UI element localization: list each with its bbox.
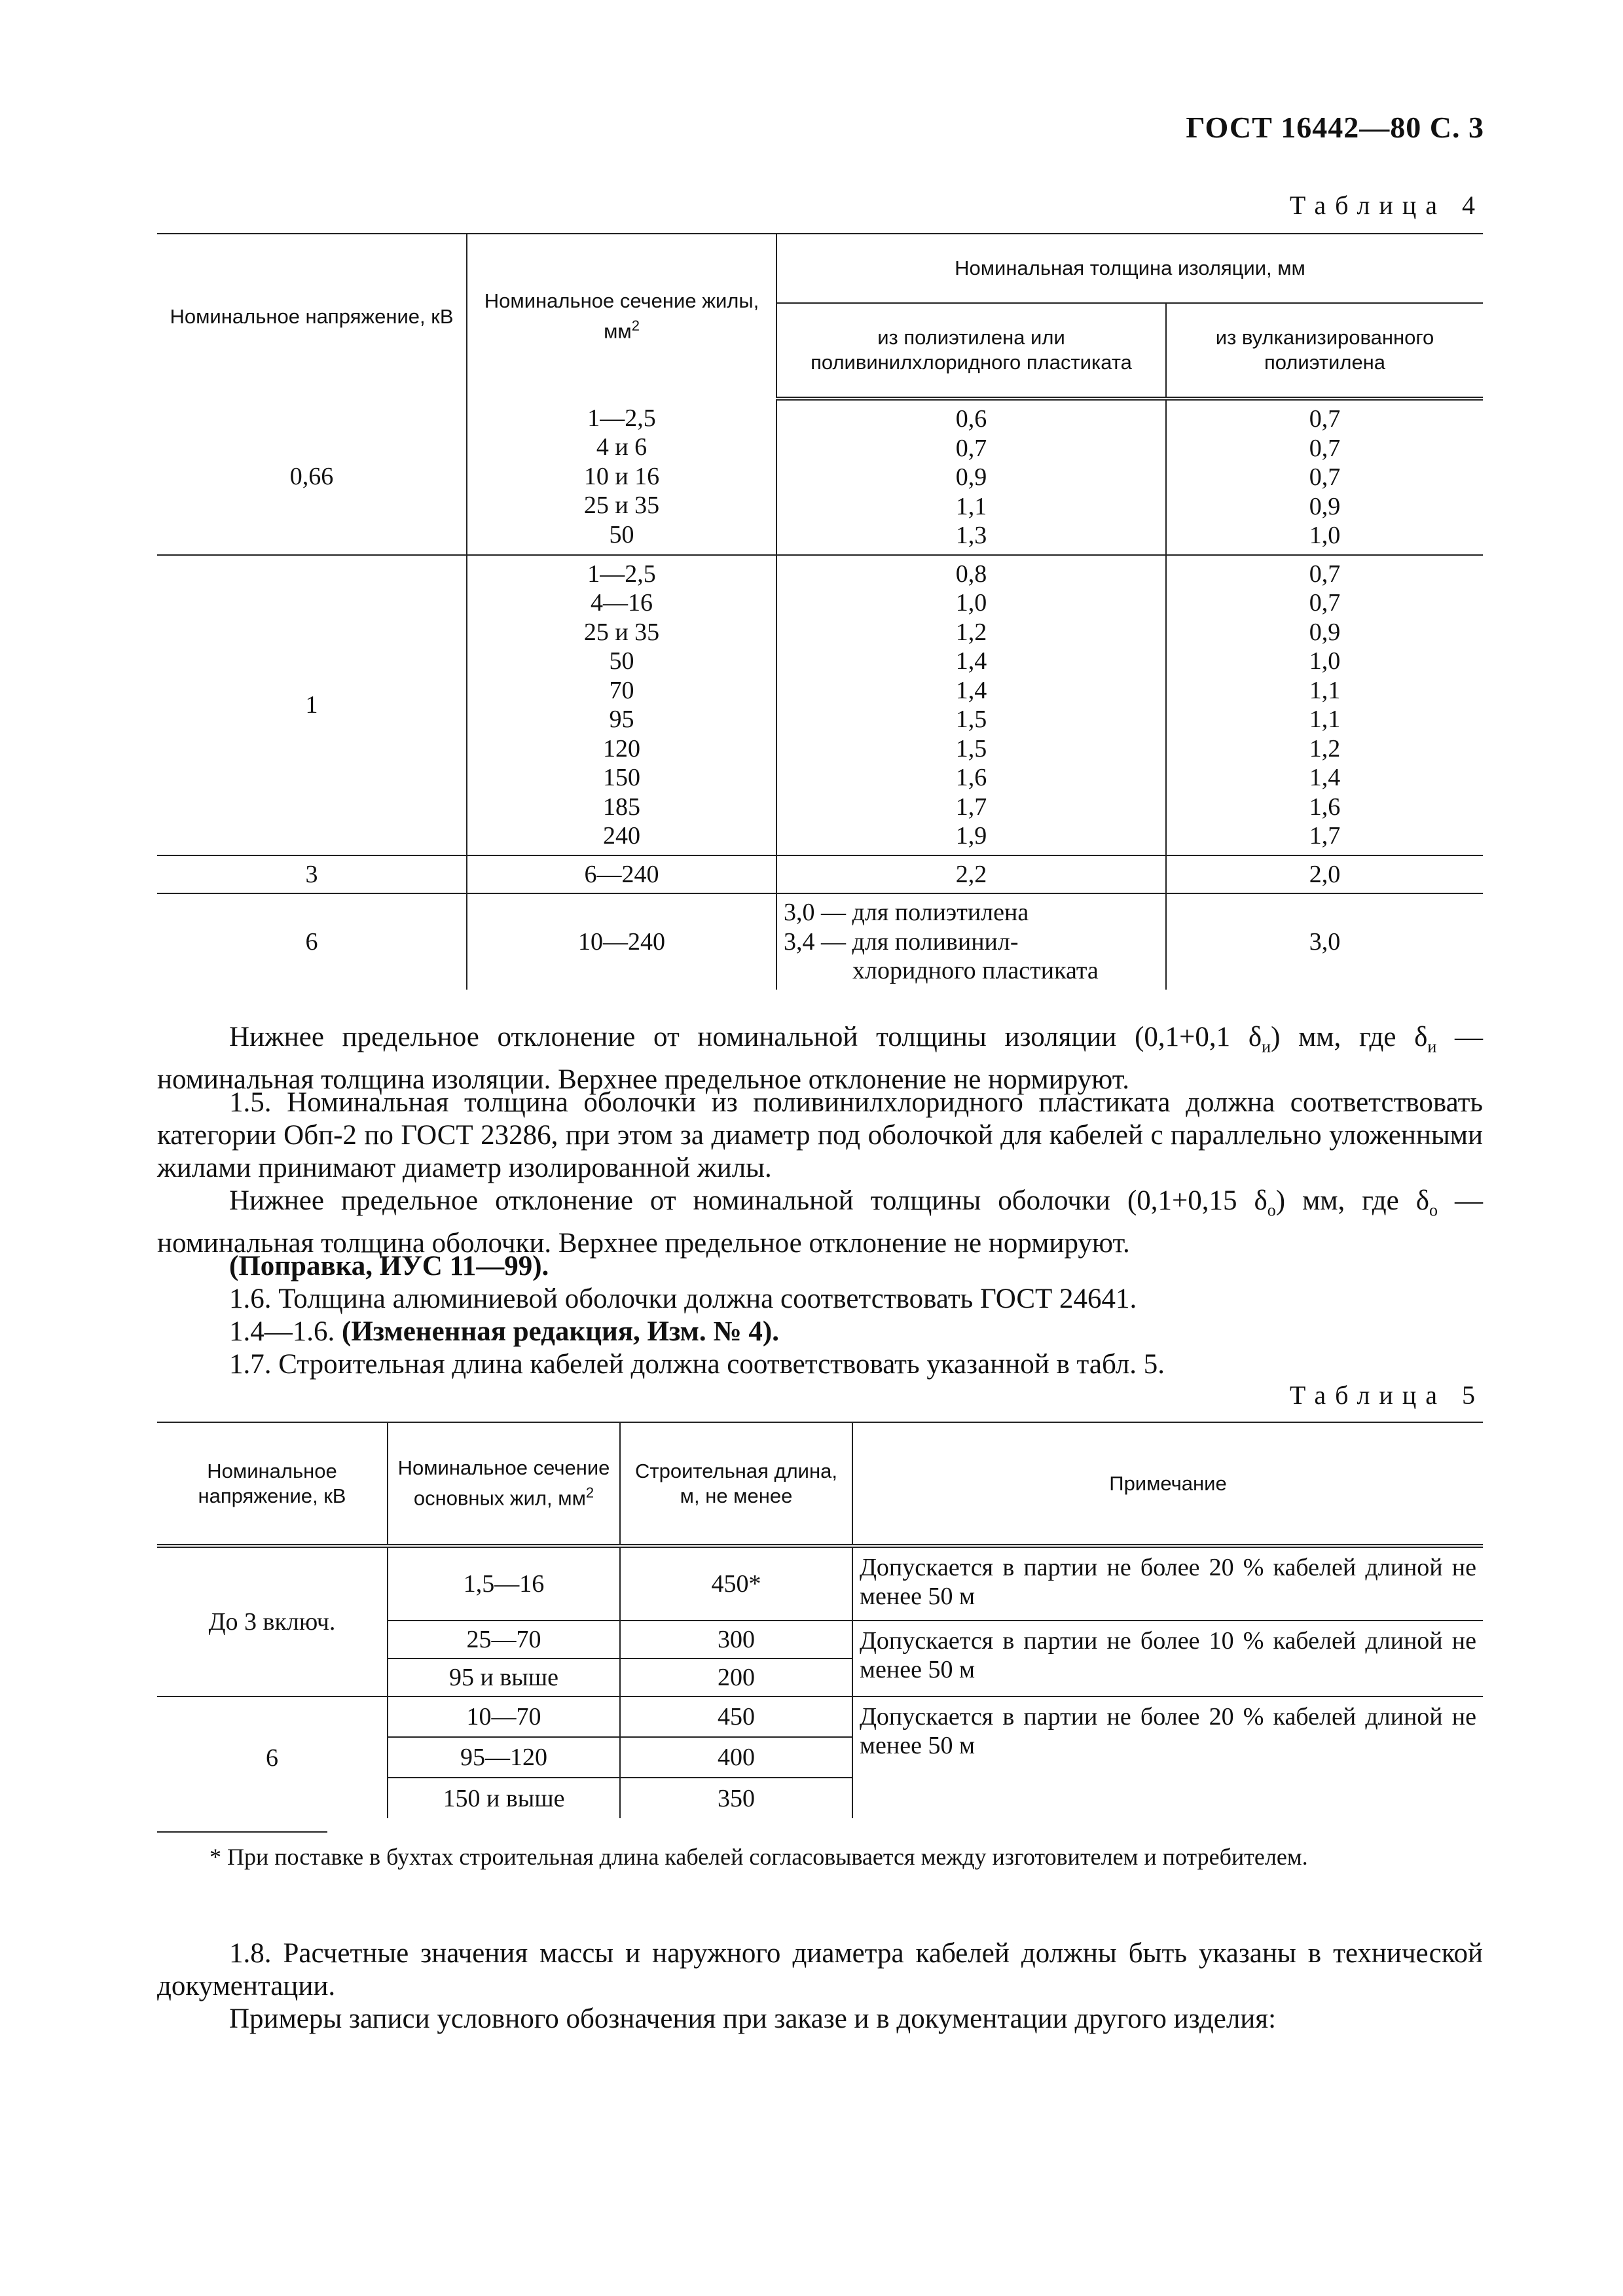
t5-section-cell: 1,5—16 — [388, 1546, 620, 1621]
footnote-divider — [157, 1831, 327, 1833]
t4-sections-cell: 6—240 — [467, 855, 776, 894]
t5-header-voltage: Номинальное напряжение, кВ — [157, 1422, 388, 1546]
table-4 — [157, 233, 1483, 990]
t5-section-cell: 95 и выше — [388, 1659, 620, 1696]
t5-length-cell: 200 — [620, 1659, 852, 1696]
t4-voltage-cell: 1 — [157, 555, 467, 855]
t5-note-cell: Допускается в партии не более 10 % кабелей длиной не менее 50 м — [852, 1621, 1483, 1696]
page-header: ГОСТ 16442—80 С. 3 — [1186, 111, 1484, 144]
t5-header-length: Строительная длина, м, не менее — [620, 1422, 852, 1546]
t4-sections-cell: 1—2,5 4 и 6 10 и 16 25 и 35 50 — [467, 399, 776, 555]
t4-xlpe-cell: 3,0 — [1166, 893, 1483, 990]
t5-section-cell: 10—70 — [388, 1696, 620, 1737]
paragraph-1-8: 1.8. Расчетные значения массы и наружного диаметра кабелей должны быть указаны в технической документации. — [157, 1938, 1483, 2001]
t4-header-thickness: Номинальная толщина изоляции, мм — [776, 234, 1483, 303]
paragraph-amendment: 1.4—1.6. (Измененная редакция, Изм. № 4). — [229, 1316, 779, 1347]
t5-row — [157, 1696, 1483, 1737]
table-5-caption: Таблица 5 — [1289, 1380, 1484, 1410]
t5-row — [157, 1546, 1483, 1621]
t5-length-cell: 350 — [620, 1778, 852, 1818]
t5-note-cell: Допускается в партии не более 20 % кабелей длиной не менее 50 м — [852, 1696, 1483, 1818]
paragraph-sheath-deviation: Нижнее предельное отклонение от номинальной толщины оболочки (0,1+0,15 $\delta_о$) мм, где $\delta_о$ — номинальная толщина оболочки. Верхнее предельное отклонение не нормируют. — [157, 1185, 1483, 1259]
t4-pe-pvc-cell: 0,6 0,7 0,9 1,1 1,3 — [776, 399, 1166, 555]
paragraph-insulation-deviation: Нижнее предельное отклонение от номинальной толщины изоляции (0,1+0,1 $\delta_и$) мм, где $\delta_и$ — номинальная толщина изоляции. Верхнее предельное отклонение не нормируют. — [157, 1022, 1483, 1095]
t5-voltage-cell: 6 — [157, 1696, 388, 1818]
paragraph-1-5: 1.5. Номинальная толщина оболочки из поливинилхлоридного пластиката должна соответствовать категории Обп-2 по ГОСТ 23286, при этом за диаметр под оболочкой для кабелей с параллельно уложенными жилами принимают диаметр изолированной жилы. — [157, 1087, 1483, 1183]
t4-sections-cell: 1—2,5 4—16 25 и 35 50 70 95 120 150 185 240 — [467, 555, 776, 855]
t5-section-cell: 95—120 — [388, 1737, 620, 1778]
t4-header-pe-pvc: из полиэтилена или поливинилхлоридного пластиката — [776, 303, 1166, 399]
t5-length-cell: 450 — [620, 1696, 852, 1737]
t4-xlpe-cell: 0,7 0,7 0,7 0,9 1,0 — [1166, 399, 1483, 555]
t4-xlpe-cell: 0,7 0,7 0,9 1,0 1,1 1,1 1,2 1,4 1,6 1,7 — [1166, 555, 1483, 855]
t4-xlpe-cell: 2,0 — [1166, 855, 1483, 894]
t5-section-cell: 25—70 — [388, 1621, 620, 1659]
t5-header-section: Номинальное сечение основных жил, $мм^2$ — [388, 1422, 620, 1546]
paragraph-1-6: 1.6. Толщина алюминиевой оболочки должна соответствовать ГОСТ 24641. — [229, 1283, 1137, 1314]
t4-voltage-cell: 6 — [157, 893, 467, 990]
t5-voltage-cell: До 3 включ. — [208, 1608, 336, 1636]
table-5 — [157, 1422, 1483, 1818]
t4-pe-pvc-cell: 2,2 — [776, 855, 1166, 894]
t5-header-note: Примечание — [852, 1422, 1483, 1546]
table-4-caption: Таблица 4 — [1289, 190, 1484, 220]
t4-voltage-cell: 3 — [157, 855, 467, 894]
t5-note-cell: Допускается в партии не более 20 % кабелей длиной не менее 50 м — [852, 1546, 1483, 1621]
t4-header-section: Номинальное сечение жилы, $мм^2$ — [467, 234, 776, 399]
t4-group-066 — [157, 399, 1483, 555]
t4-voltage-cell: 0,66 — [289, 462, 334, 490]
paragraph-correction: (Поправка, ИУС 11—99). — [229, 1251, 549, 1282]
paragraph-1-7: 1.7. Строительная длина кабелей должна соответствовать указанной в табл. 5. — [229, 1349, 1165, 1380]
t4-group-3 — [157, 855, 1483, 894]
t5-section-cell: 150 и выше — [388, 1778, 620, 1818]
t4-pe-pvc-cell: 3,0 — для полиэтилена 3,4 — для поливинил- хлоридного пластиката — [776, 893, 1166, 990]
t5-length-cell: 450* — [620, 1546, 852, 1621]
t4-header-xlpe: из вулканизированного полиэтилена — [1166, 303, 1483, 399]
t4-group-6 — [157, 893, 1483, 990]
t4-group-1 — [157, 555, 1483, 855]
t4-pe-pvc-cell: 0,8 1,0 1,2 1,4 1,4 1,5 1,5 1,6 1,7 1,9 — [776, 555, 1166, 855]
t4-sections-cell: 10—240 — [467, 893, 776, 990]
t5-length-cell: 300 — [620, 1621, 852, 1659]
paragraph-examples: Примеры записи условного обозначения при заказе и в документации другого изделия: — [229, 2003, 1277, 2034]
t5-length-cell: 400 — [620, 1737, 852, 1778]
footnote: * При поставке в бухтах строительная длина кабелей согласовывается между изготовителем и потребителем. — [210, 1844, 1308, 1870]
t4-header-voltage: Номинальное напряжение, кВ — [157, 234, 467, 399]
